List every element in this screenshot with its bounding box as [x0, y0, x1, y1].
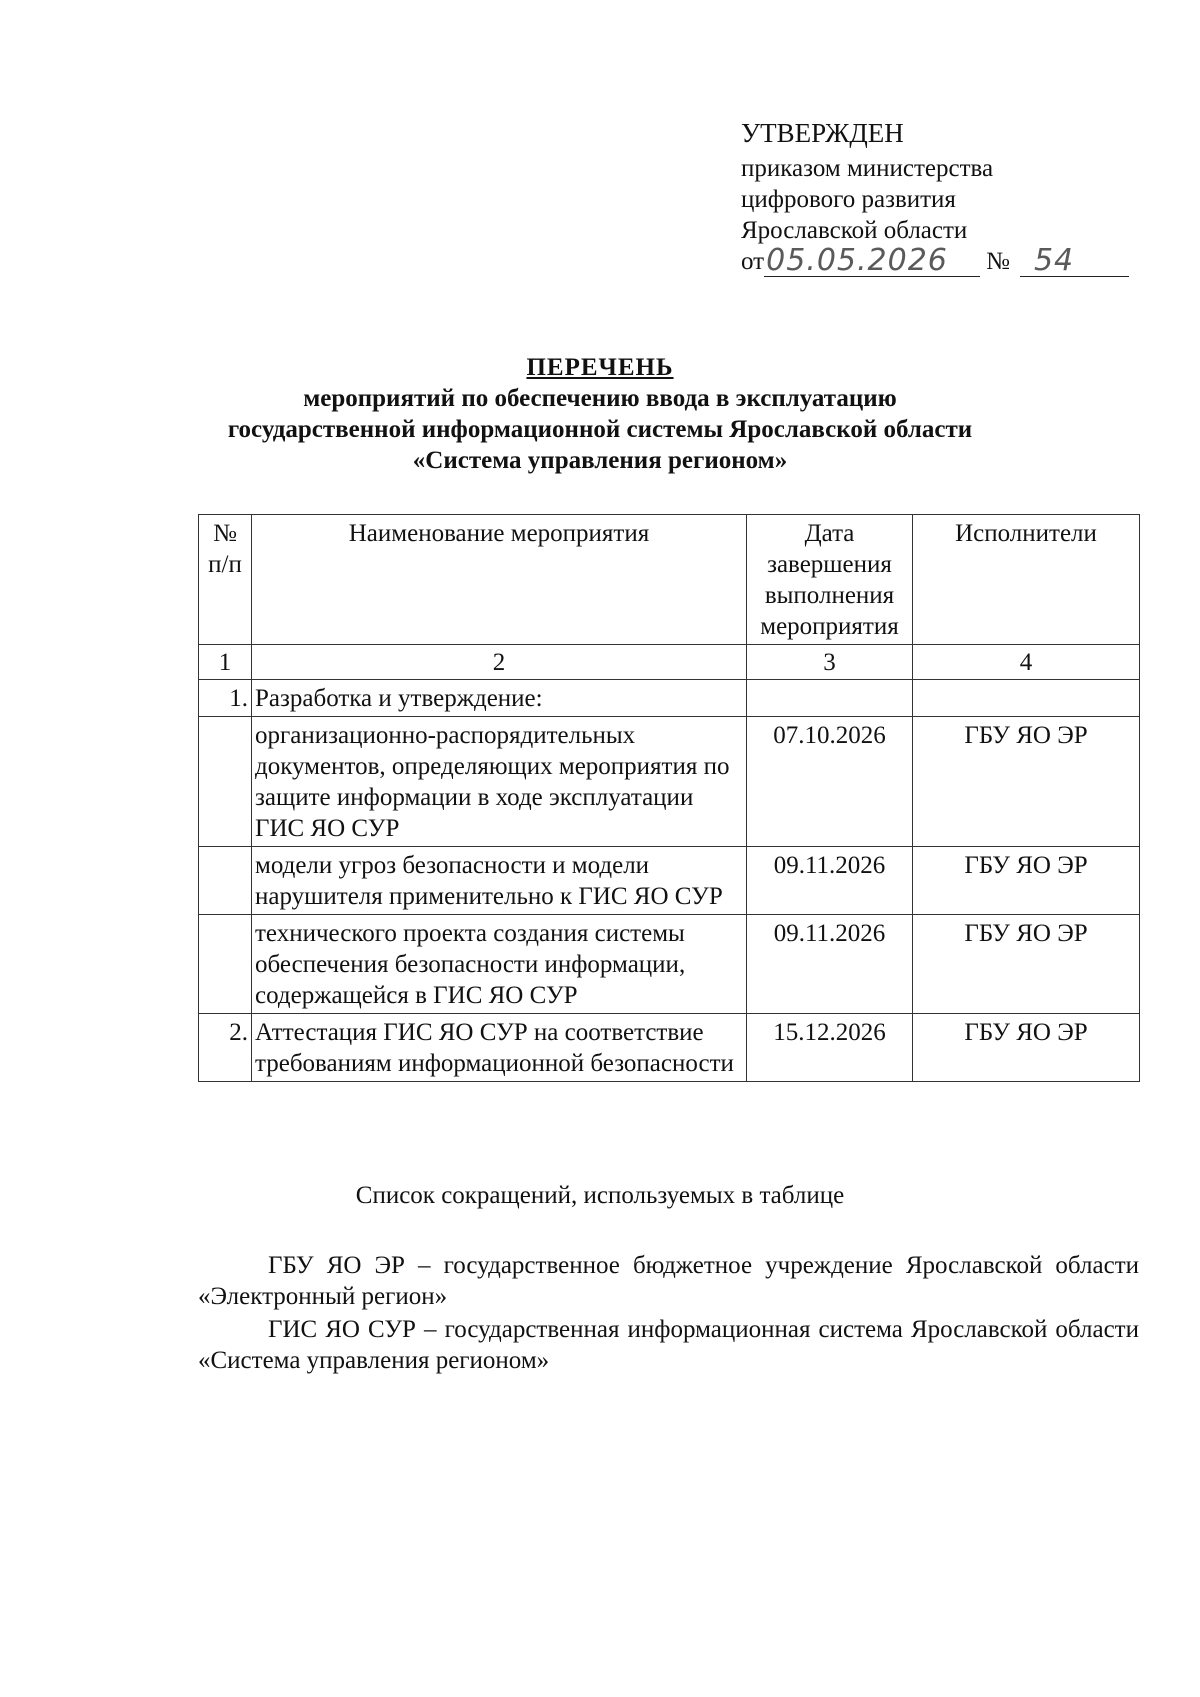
index-cell: 4 [913, 645, 1140, 680]
approval-line-1: приказом министерства [741, 155, 994, 182]
approval-heading: УТВЕРЖДЕН [741, 118, 904, 148]
row-name: модели угроз безопасности и модели нарушителя применительно к ГИС ЯО СУР [252, 847, 747, 915]
approval-line-2: цифрового развития [741, 186, 956, 213]
row-name: технического проекта создания системы обеспечения безопасности информации, содержащейся в ГИС ЯО СУР [252, 915, 747, 1014]
header-date: Дата завершения выполнения мероприятия [747, 515, 913, 645]
title-line-4: «Система управления регионом» [412, 447, 788, 474]
row-date [747, 680, 913, 717]
abbreviations-title: Список сокращений, используемых в таблице [355, 1182, 845, 1209]
row-exec [913, 680, 1140, 717]
row-num [199, 847, 252, 915]
abbreviation-item: ГБУ ЯО ЭР – государственное бюджетное учреждение Ярославской области «Электронный регион» [198, 1252, 1139, 1310]
row-num: 2. [199, 1014, 252, 1082]
row-exec: ГБУ ЯО ЭР [913, 847, 1140, 915]
row-num [199, 717, 252, 847]
approval-block [741, 118, 1129, 277]
table-row [199, 847, 1140, 915]
title-line-2: мероприятий по обеспечению ввода в эксплуатацию [303, 385, 897, 412]
number-sign: № [986, 248, 1010, 275]
handwritten-number: 54 [1020, 246, 1129, 277]
index-cell: 1 [199, 645, 252, 680]
document-title [0, 352, 1200, 476]
title-line-1: ПЕРЕЧЕНЬ [526, 354, 674, 381]
row-name: Аттестация ГИС ЯО СУР на соответствие требованиям информационной безопасности [252, 1014, 747, 1082]
row-date: 07.10.2026 [747, 717, 913, 847]
row-date: 09.11.2026 [747, 915, 913, 1014]
approval-date-number-line [741, 243, 1129, 278]
index-cell: 2 [252, 645, 747, 680]
date-prefix: от [741, 248, 765, 275]
row-num [199, 915, 252, 1014]
row-date: 09.11.2026 [747, 847, 913, 915]
row-name: организационно-распорядительных документов, определяющих мероприятия по защите информации в ходе эксплуатации ГИС ЯО СУР [252, 717, 747, 847]
row-name: Разработка и утверждение: [252, 680, 747, 717]
table-row [199, 1014, 1140, 1082]
header-exec: Исполнители [913, 515, 1140, 645]
approval-line-3: Ярославской области [741, 217, 968, 244]
header-name: Наименование мероприятия [252, 515, 747, 645]
table-row [199, 717, 1140, 847]
row-num: 1. [199, 680, 252, 717]
row-date: 15.12.2026 [747, 1014, 913, 1082]
handwritten-date: 05.05.2026 [764, 246, 980, 277]
index-cell: 3 [747, 645, 913, 680]
table-header-row [199, 515, 1140, 645]
row-exec: ГБУ ЯО ЭР [913, 915, 1140, 1014]
table-index-row [199, 645, 1140, 680]
title-line-3: государственной информационной системы Ярославской области [227, 416, 973, 443]
table-row [199, 680, 1140, 717]
events-table [198, 514, 1140, 1082]
abbreviation-item: ГИС ЯО СУР – государственная информационная система Ярославской области «Система управления регионом» [198, 1316, 1139, 1374]
abbreviations-list [198, 1250, 1139, 1378]
row-exec: ГБУ ЯО ЭР [913, 1014, 1140, 1082]
row-exec: ГБУ ЯО ЭР [913, 717, 1140, 847]
table-row [199, 915, 1140, 1014]
header-num: № п/п [199, 515, 252, 645]
